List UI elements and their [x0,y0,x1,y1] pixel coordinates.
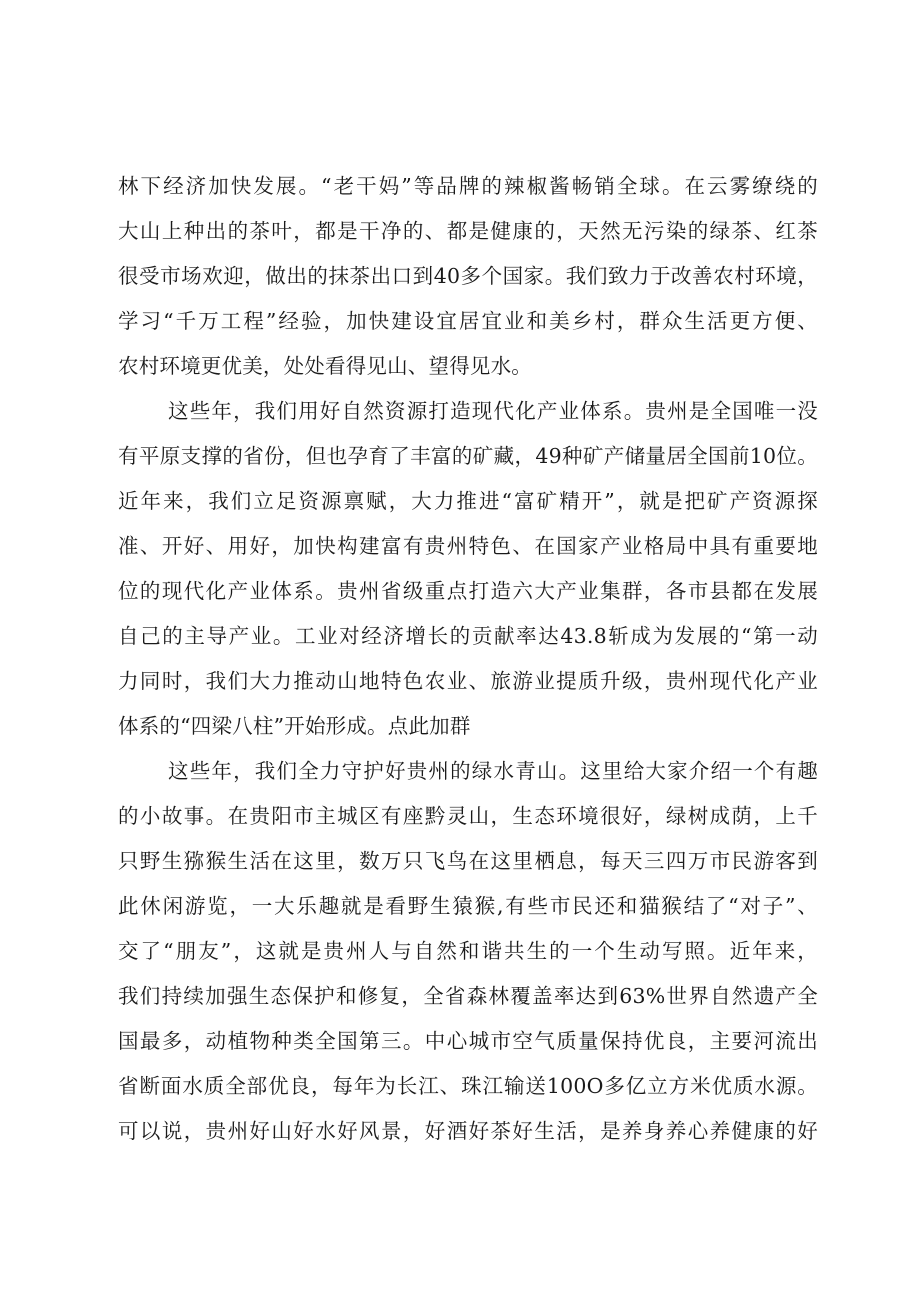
text-line: 林下经济加快发展。“老干妈”等品牌的辣椒酱畅销全球。在云雾缭绕的 [118,174,818,198]
text-line: 位的现代化产业体系。贵州省级重点打造六大产业集群，各市县都在发展 [118,579,818,603]
text-line: 交了“朋友”，这就是贵州人与自然和谐共生的一个生动写照。近年来， [118,939,818,963]
text-line: 此休闲游览，一大乐趣就是看野生猿猴,有些市民还和猫猴结了“对子”、 [118,894,818,918]
text-line: 大山上种出的茶叶，都是干净的、都是健康的，天然无污染的绿茶、红茶 [118,219,818,243]
text-line: 可以说，贵州好山好水好风景，好酒好茶好生活，是养身养心养健康的好 [118,1119,818,1143]
text-line: 省断面水质全部优良，每年为长江、珠江输送100O多亿立方米优质水源。 [118,1074,818,1098]
text-line: 有平原支撑的省份，但也孕育了丰富的矿藏，49种矿产储量居全国前10位。 [118,444,818,468]
text-line: 近年来，我们立足资源禀赋，大力推进“富矿精开”，就是把矿产资源探 [118,489,818,513]
text-line: 学习“千万工程”经验，加快建设宜居宜业和美乡村，群众生活更方便、 [118,309,818,333]
paragraph-first-line: 这些年，我们全力守护好贵州的绿水青山。这里给大家介绍一个有趣 [168,759,818,783]
text-line: 很受市场欢迎，做出的抹茶出口到40多个国家。我们致力于改善农村环境， [118,264,818,288]
paragraph-first-line: 这些年，我们用好自然资源打造现代化产业体系。贵州是全国唯一没 [168,399,818,423]
text-line: 准、开好、用好，加快构建富有贵州特色、在国家产业格局中具有重要地 [118,534,818,558]
text-line: 自己的主导产业。工业对经济增长的贡献率达43.8斩成为发展的“第一动 [118,624,818,648]
text-line: 我们持续加强生态保护和修复，全省森林覆盖率达到63%世界自然遗产全 [118,984,818,1008]
text-line: 体系的“四梁八柱”开始形成。点此加群 [118,714,471,738]
text-line: 国最多，动植物种类全国第三。中心城市空气质量保持优良，主要河流出 [118,1029,818,1053]
text-line: 的小故事。在贵阳市主城区有座黔灵山，生态环境很好，绿树成荫，上千 [118,804,818,828]
text-line: 力同时，我们大力推动山地特色农业、旅游业提质升级，贵州现代化产业 [118,669,818,693]
text-line: 只野生猕猴生活在这里，数万只飞鸟在这里栖息，每天三四万市民游客到 [118,849,818,873]
text-line: 农村环境更优美，处处看得见山、望得见水。 [118,354,532,378]
